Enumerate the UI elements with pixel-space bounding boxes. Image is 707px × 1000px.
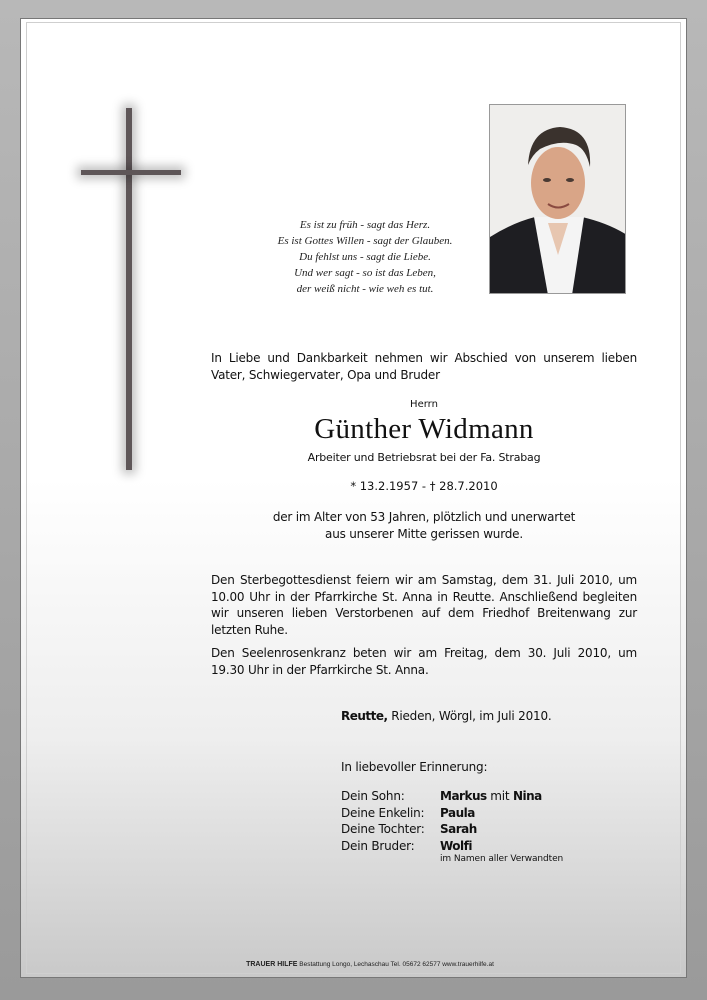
family-row	[341, 789, 542, 806]
memory-heading: In liebevoller Erinnerung:	[341, 760, 488, 774]
profession: Arbeiter und Betriebsrat bei der Fa. Strabag	[307, 451, 541, 464]
cross-icon	[126, 108, 132, 470]
portrait-photo	[489, 104, 626, 294]
age-line: aus unserer Mitte gerissen wurde.	[325, 527, 523, 541]
family-relation: Dein Bruder:	[341, 838, 415, 853]
place-rest: Rieden, Wörgl, im Juli 2010.	[387, 709, 552, 723]
family-partner: Nina	[512, 789, 542, 803]
intro-text: In Liebe und Dankbarkeit nehmen wir Abschied von unserem lieben Vater, Schwiegervater, Opa und Bruder	[211, 351, 637, 382]
cross-bar	[81, 170, 181, 175]
family-name: Paula	[440, 805, 475, 820]
relatives-note: im Namen aller Verwandten	[440, 854, 564, 864]
poem	[250, 217, 480, 297]
family-row	[341, 806, 542, 823]
deceased-name: Günther Widmann	[314, 413, 534, 445]
poem-line: Du fehlst uns - sagt die Liebe.	[299, 251, 431, 263]
poem-line: Es ist Gottes Willen - sagt der Glauben.	[277, 235, 453, 247]
rosary-text: Den Seelenrosenkranz beten wir am Freitag, dem 30. Juli 2010, um 19.30 Uhr in der Pfarrkirche St. Anna.	[211, 646, 637, 677]
footer-brand: TRAUER HILFE	[246, 961, 298, 968]
family-relation: Dein Sohn:	[341, 789, 405, 803]
life-dates: * 13.2.1957 - † 28.7.2010	[350, 479, 498, 493]
age-note	[211, 509, 637, 543]
footer-text: Bestattung Longo, Lechaschau Tel. 05672 62577 www.trauerhilfe.at	[297, 961, 494, 968]
funeral-service-text: Den Sterbegottesdienst feiern wir am Samstag, dem 31. Juli 2010, um 10.00 Uhr in der Pfarrkirche St. Anna in Reutte. Anschließend begleiten wir unseren lieben Verstorbenen auf dem Friedhof Breitenwang zur letzten Ruhe.	[211, 573, 637, 637]
place-main: Reutte,	[341, 709, 388, 723]
family-connector: mit	[486, 789, 513, 803]
portrait-illustration	[490, 105, 626, 294]
poem-line: der weiß nicht - wie weh es tut.	[296, 283, 434, 295]
place-date	[341, 709, 552, 723]
family-list	[341, 789, 542, 855]
family-row	[341, 822, 542, 839]
family-name: Markus	[440, 789, 487, 803]
family-name: Sarah	[440, 822, 477, 836]
family-relation: Deine Tochter:	[341, 822, 425, 836]
family-name: Wolfi	[440, 838, 472, 853]
poem-line: Es ist zu früh - sagt das Herz.	[299, 219, 431, 231]
salutation: Herrn	[410, 399, 438, 410]
age-line: der im Alter von 53 Jahren, plötzlich und unerwartet	[272, 510, 576, 524]
family-row	[341, 839, 542, 856]
poem-line: Und wer sagt - so ist das Leben,	[294, 267, 436, 279]
family-relation: Deine Enkelin:	[341, 805, 425, 820]
footer	[190, 961, 550, 968]
